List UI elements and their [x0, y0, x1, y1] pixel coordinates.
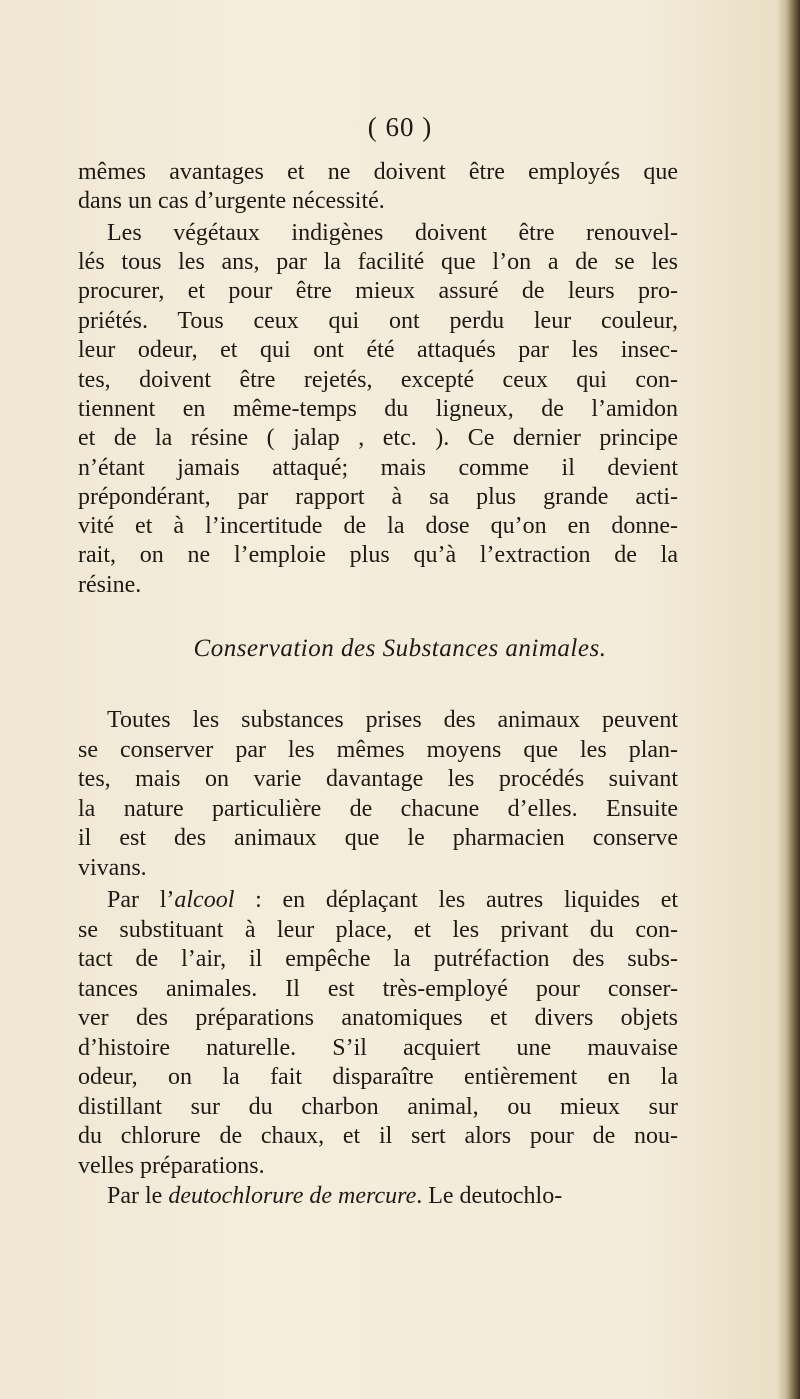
text-line: rait, on ne l’emploie plus qu’à l’extraction de la [78, 542, 678, 568]
text-line: et de la résine ( jalap , etc. ). Ce dernier principe [78, 425, 678, 451]
page-number: ( 60 ) [367, 112, 433, 142]
text-line: tact de l’air, il empêche la putréfaction des subs- [78, 946, 678, 972]
text-line: tiennent en même-temps du ligneux, de l’amidon [78, 396, 678, 422]
italic-term: deutochlorure de mercure [168, 1183, 417, 1209]
text-line: tes, mais on varie davantage les procédés suivant [78, 766, 678, 792]
text-line: la nature particulière de chacune d’elles. Ensuite [78, 796, 678, 822]
text-line: Les végétaux indigènes doivent être renouvel- [107, 220, 678, 246]
text-line: distillant sur du charbon animal, ou mieux sur [78, 1094, 678, 1120]
text-line: se substituant à leur place, et les privant du con- [78, 917, 678, 943]
text-line: vivans. [78, 855, 147, 881]
italic-term: alcool [174, 887, 235, 913]
text-line: du chlorure de chaux, et il sert alors pour de nou- [78, 1123, 678, 1149]
text-line: Toutes les substances prises des animaux peuvent [107, 707, 678, 733]
text-line: priétés. Tous ceux qui ont perdu leur couleur, [78, 308, 678, 334]
section-heading: Conservation des Substances animales. [193, 635, 607, 662]
text-line: mêmes avantages et ne doivent être employés que [78, 159, 678, 185]
text-line: procurer, et pour être mieux assuré de leurs pro- [78, 278, 678, 304]
text-span: . Le deutochlo- [416, 1183, 563, 1209]
text-line: ver des préparations anatomiques et divers objets [78, 1005, 678, 1031]
text-line: il est des animaux que le pharmacien conserve [78, 825, 678, 851]
text-line: velles préparations. [78, 1153, 265, 1179]
text-line: prépondérant, par rapport à sa plus grande acti- [78, 484, 678, 510]
text-line: se conserver par les mêmes moyens que les plan- [78, 737, 678, 763]
text-line: tances animales. Il est très-employé pour conser- [78, 976, 678, 1002]
text-line: tes, doivent être rejetés, excepté ceux qui con- [78, 367, 678, 393]
text-line: n’étant jamais attaqué; mais comme il devient [78, 455, 678, 481]
text-span: Par l’ [107, 887, 175, 913]
text-line [107, 1182, 678, 1211]
text-line: leur odeur, et qui ont été attaqués par les insec- [78, 337, 678, 363]
page-edge-shadow [778, 0, 800, 1399]
text-span: Par le [107, 1183, 169, 1209]
text-line: d’histoire naturelle. S’il acquiert une mauvaise [78, 1035, 678, 1061]
text-line: lés tous les ans, par la facilité que l’on a de se les [78, 249, 678, 275]
text-line: dans un cas d’urgente nécessité. [78, 188, 385, 214]
text-line: vité et à l’incertitude de la dose qu’on en donne- [78, 513, 678, 539]
text-line: résine. [78, 572, 142, 598]
text-span: : en déplaçant les autres liquides et [234, 887, 679, 913]
text-line: odeur, on la fait disparaître entièrement en la [78, 1064, 678, 1090]
text-line [107, 886, 678, 915]
